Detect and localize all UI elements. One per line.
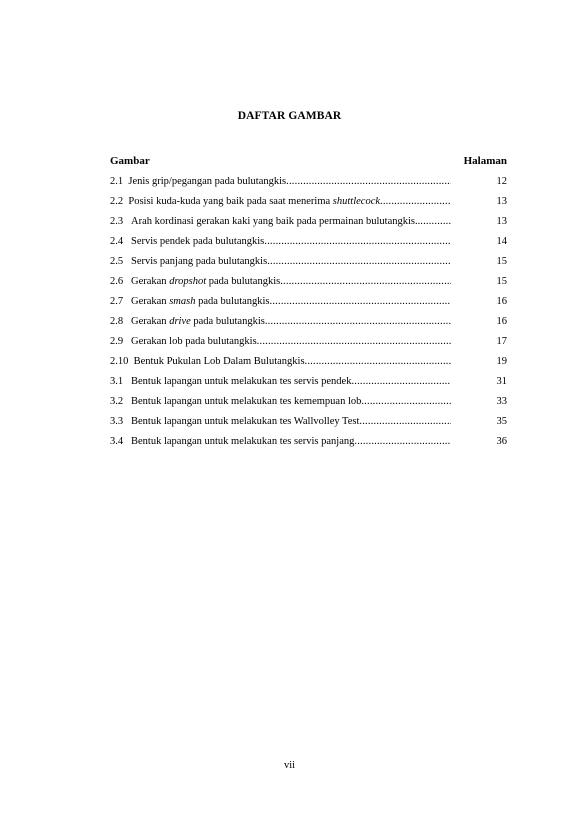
figure-title-text: Bentuk lapangan untuk melakukan tes Wallvolley Test <box>131 416 360 427</box>
figure-page: 13 <box>496 196 507 207</box>
number-spacer <box>123 336 131 347</box>
figure-title-italic: shuttlecock <box>332 196 381 207</box>
figure-list <box>110 176 507 456</box>
dot-leader <box>280 276 451 287</box>
page-title: DAFTAR GAMBAR <box>237 110 342 122</box>
figure-number: 2.4 <box>110 236 124 247</box>
dot-leader <box>264 236 451 247</box>
figure-page: 17 <box>496 336 507 347</box>
figure-number: 2.10 <box>110 356 129 367</box>
figure-page: 16 <box>496 316 507 327</box>
figure-title <box>131 396 361 407</box>
figure-title <box>131 416 359 427</box>
figure-title-text: Gerakan lob pada bulutangkis <box>131 336 257 347</box>
figure-title <box>131 376 351 387</box>
figure-title <box>128 176 286 187</box>
figure-number: 3.3 <box>110 416 124 427</box>
figure-page: 19 <box>496 356 507 367</box>
list-item <box>110 396 507 416</box>
figure-number: 2.7 <box>110 296 124 307</box>
figure-title-text: Gerakan <box>131 316 170 327</box>
figure-number: 2.5 <box>110 256 124 267</box>
figure-title <box>131 276 280 287</box>
figure-title-italic: drive <box>169 316 191 327</box>
dot-leader <box>354 436 451 447</box>
figure-title <box>131 216 420 227</box>
figure-title-text: Servis panjang pada bulutangkis <box>131 256 268 267</box>
number-spacer <box>123 296 131 307</box>
list-item <box>110 356 507 376</box>
list-item <box>110 416 507 436</box>
figure-page: 16 <box>496 296 507 307</box>
dot-leader <box>351 376 451 387</box>
figure-page: 14 <box>496 236 507 247</box>
column-header-figure: Gambar <box>110 155 150 167</box>
list-item <box>110 436 507 456</box>
figure-number: 2.3 <box>110 216 124 227</box>
figure-title-text: Jenis grip/pegangan pada bulutangkis <box>128 176 287 187</box>
number-spacer <box>123 216 131 227</box>
figure-title <box>128 196 380 207</box>
dot-leader <box>257 336 451 347</box>
list-item <box>110 376 507 396</box>
number-spacer <box>123 256 131 267</box>
figure-title-italic: smash <box>169 296 196 307</box>
figure-title-italic: dropshot <box>169 276 207 287</box>
number-spacer <box>123 436 131 447</box>
dot-leader <box>420 216 451 227</box>
figure-page: 36 <box>496 436 507 447</box>
list-header <box>110 155 507 167</box>
figure-number: 3.2 <box>110 396 124 407</box>
figure-number: 3.4 <box>110 436 124 447</box>
figure-page: 13 <box>496 216 507 227</box>
number-spacer <box>123 376 131 387</box>
figure-title <box>131 336 257 347</box>
figure-title-text: Bentuk Pukulan Lob Dalam Bulutangkis <box>133 356 305 367</box>
figure-title-text: Bentuk lapangan untuk melakukan tes servis panjang <box>131 436 355 447</box>
list-item <box>110 296 507 316</box>
dot-leader <box>361 396 451 407</box>
figure-title-text: Bentuk lapangan untuk melakukan tes servis pendek <box>131 376 352 387</box>
figure-title-text: Servis pendek pada bulutangkis <box>131 236 265 247</box>
figure-page: 31 <box>496 376 507 387</box>
figure-page: 33 <box>496 396 507 407</box>
figure-title <box>134 356 305 367</box>
figure-number: 2.6 <box>110 276 124 287</box>
number-spacer <box>123 416 131 427</box>
number-spacer <box>123 276 131 287</box>
figure-title <box>131 436 354 447</box>
number-spacer <box>123 236 131 247</box>
figure-page: 15 <box>496 256 507 267</box>
figure-page: 35 <box>496 416 507 427</box>
dot-leader <box>265 316 451 327</box>
number-spacer <box>123 316 131 327</box>
list-item <box>110 196 507 216</box>
page-number: vii <box>283 760 296 771</box>
dot-leader <box>380 196 451 207</box>
figure-title-text: pada bulutangkis <box>206 276 281 287</box>
list-item <box>110 216 507 236</box>
dot-leader <box>286 176 451 187</box>
list-item <box>110 336 507 356</box>
list-item <box>110 236 507 256</box>
figure-title <box>131 236 264 247</box>
figure-title <box>131 296 270 307</box>
figure-number: 2.8 <box>110 316 124 327</box>
list-item <box>110 176 507 196</box>
column-header-page: Halaman <box>463 155 507 167</box>
list-item <box>110 316 507 336</box>
figure-title-text: Bentuk lapangan untuk melakukan tes kemempuan lob <box>131 396 362 407</box>
list-item <box>110 256 507 276</box>
dot-leader <box>270 296 451 307</box>
figure-page: 12 <box>496 176 507 187</box>
dot-leader <box>305 356 451 367</box>
dot-leader <box>359 416 451 427</box>
figure-number: 2.9 <box>110 336 124 347</box>
figure-title-text: Gerakan <box>131 276 170 287</box>
dot-leader <box>267 256 451 267</box>
figure-title-text: Gerakan <box>131 296 170 307</box>
figure-title <box>131 316 265 327</box>
figure-title-text: Arah kordinasi gerakan kaki yang baik pada permainan bulutangkis.. <box>131 216 421 227</box>
number-spacer <box>123 396 131 407</box>
list-item <box>110 276 507 296</box>
figure-number: 3.1 <box>110 376 124 387</box>
figure-number: 2.1 <box>110 176 124 187</box>
figure-title-text: Posisi kuda-kuda yang baik pada saat menerima <box>128 196 333 207</box>
figure-title-text: pada bulutangkis <box>195 296 270 307</box>
figure-page: 15 <box>496 276 507 287</box>
figure-title-text: pada bulutangkis <box>190 316 265 327</box>
figure-title <box>131 256 267 267</box>
figure-number: 2.2 <box>110 196 124 207</box>
